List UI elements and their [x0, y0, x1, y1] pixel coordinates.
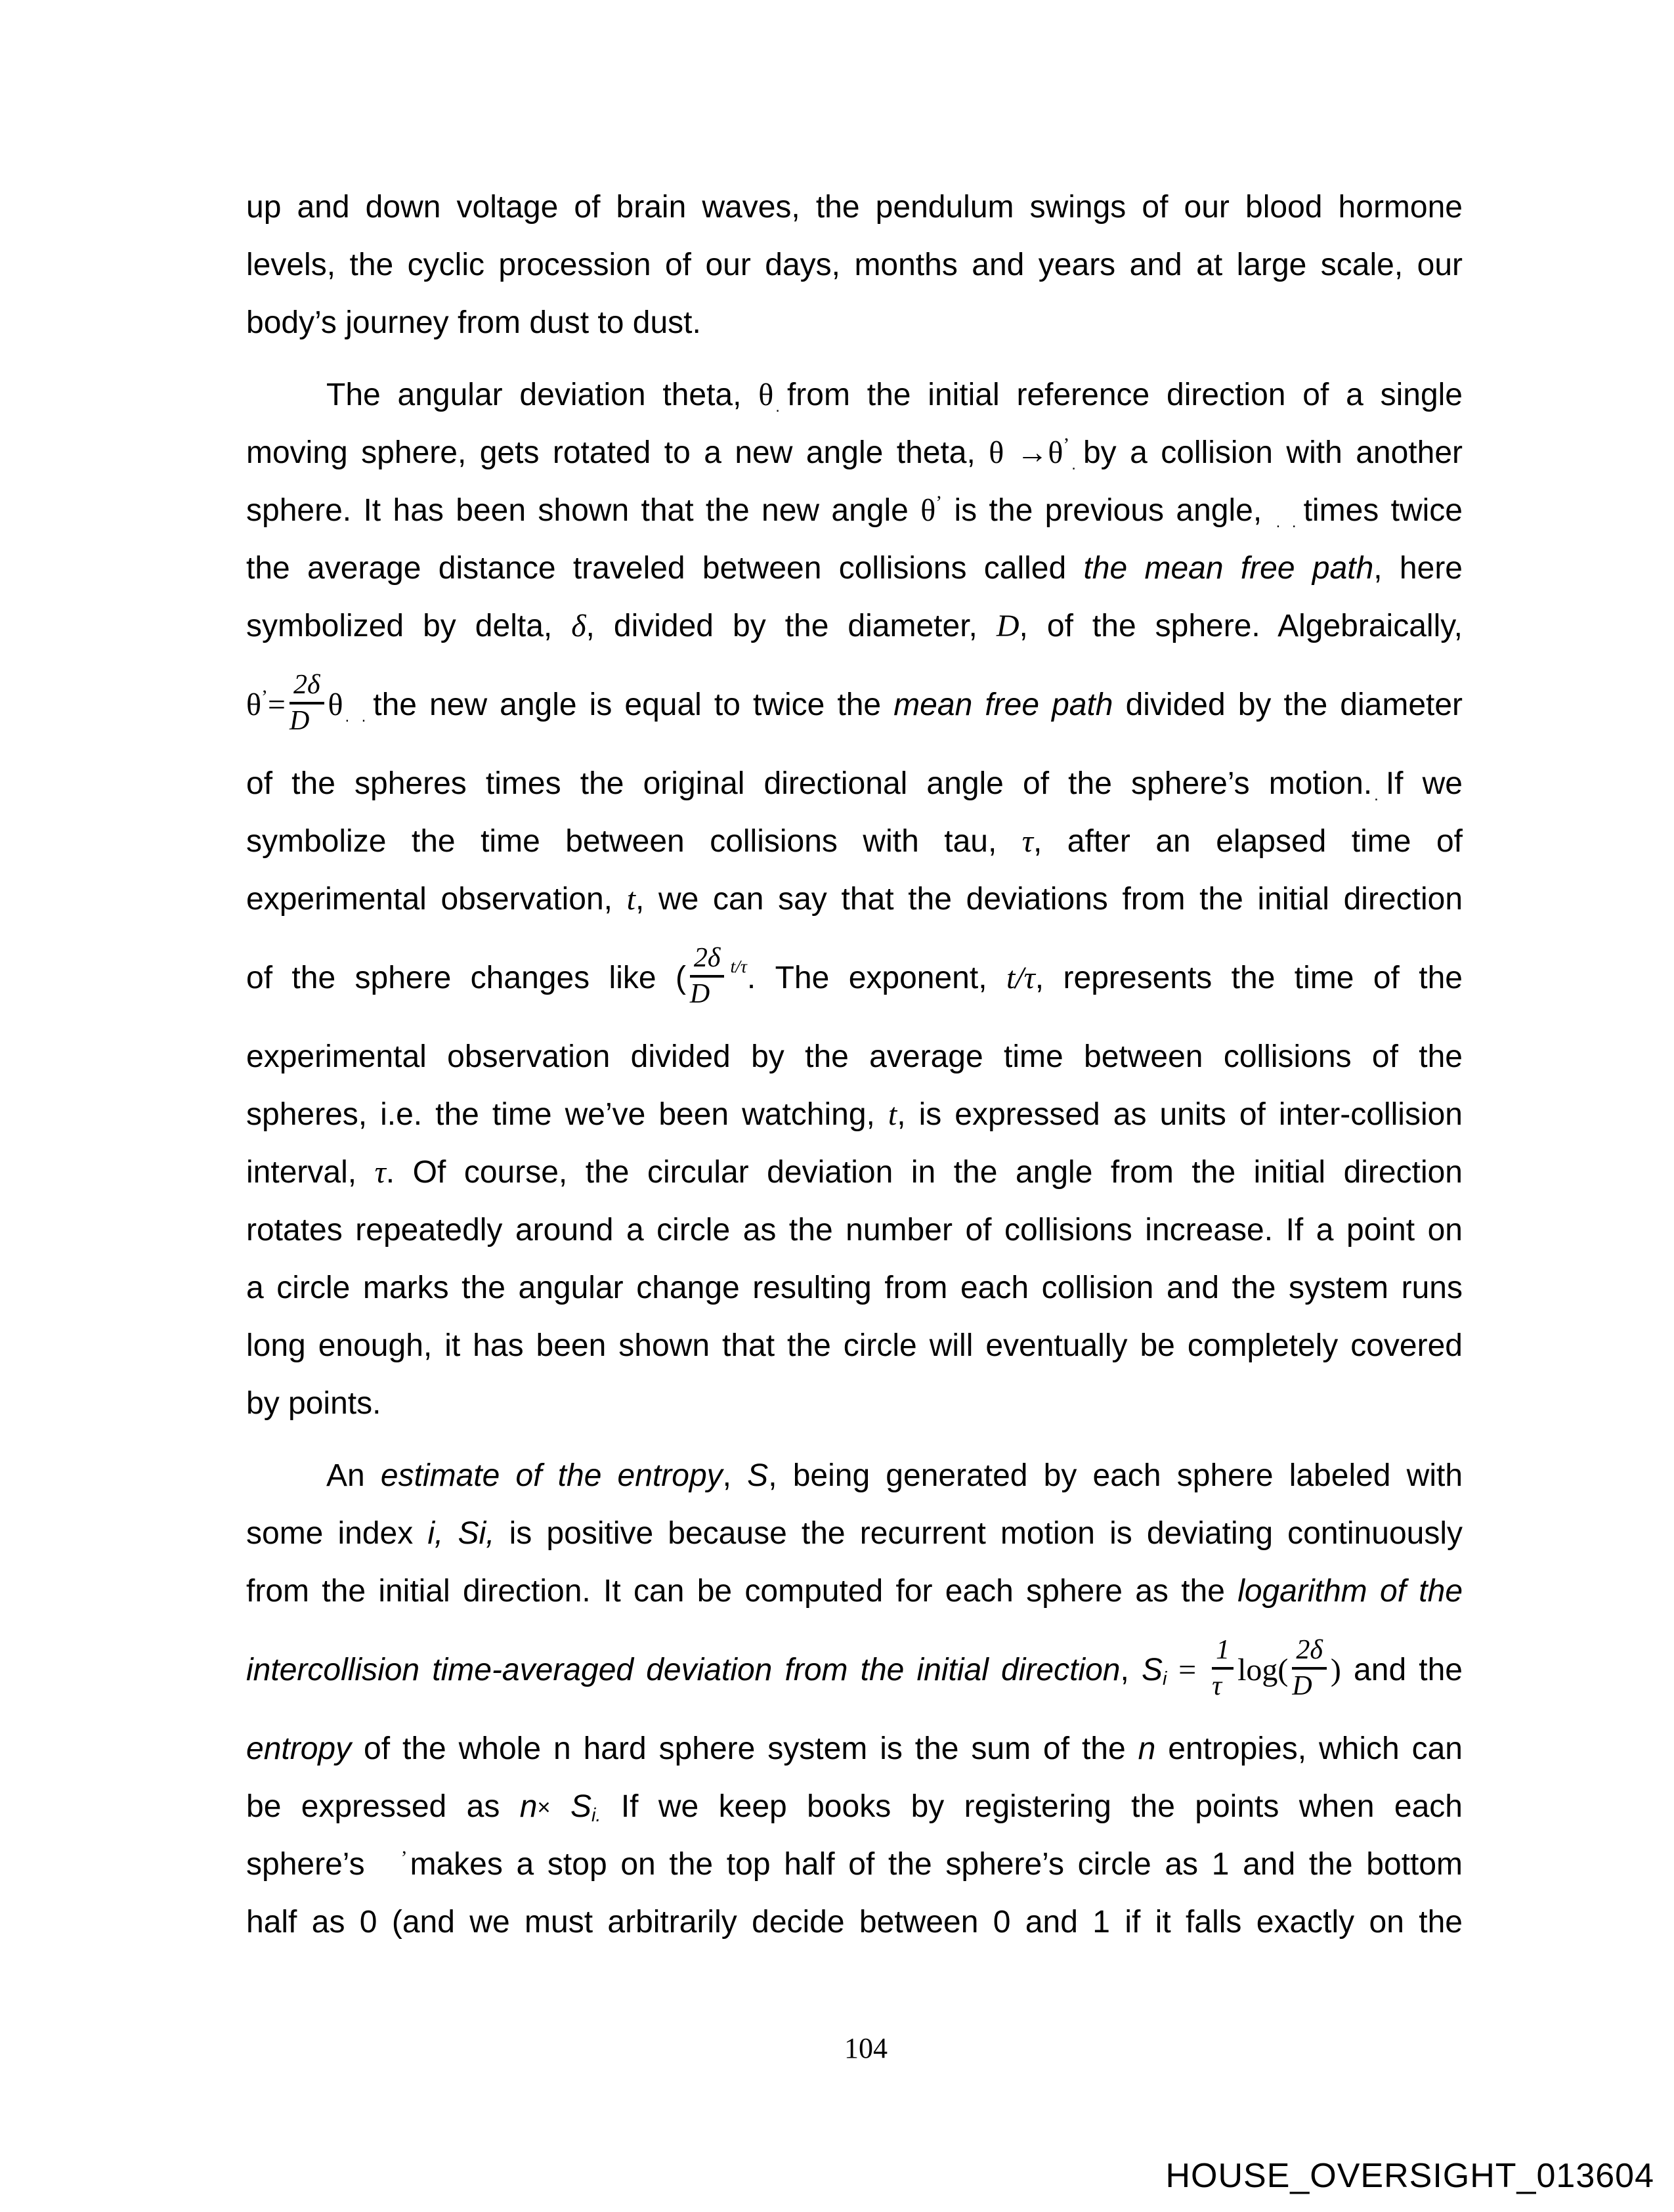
text-segment: from the initial direction. It can be computed for each sphere as the — [246, 1574, 1238, 1609]
text-segment: sphere. It has been shown that the new angle — [246, 493, 921, 528]
text-block — [246, 179, 1463, 1951]
text-segment: experimental observation divided by the average time between collisions of the — [246, 1039, 1463, 1074]
text-segment: symbolize the time between collisions with tau, — [246, 824, 1022, 859]
text-segment: divided by the diameter — [1113, 687, 1463, 722]
inline-fraction: $\frac{2\delta}{D}$ — [290, 670, 324, 737]
text-line — [246, 813, 1463, 871]
text-segment-symi: τ — [1021, 824, 1033, 859]
text-segment-sym: θ — [246, 687, 261, 722]
text-segment: spheres, i.e. the time we’ve been watching, — [246, 1097, 888, 1132]
text-line — [246, 294, 1463, 352]
paragraph — [246, 179, 1463, 352]
text-line — [246, 540, 1463, 597]
text-segment: half as 0 (and we must arbitrarily decide between 0 and 1 if it falls exactly on the — [246, 1905, 1463, 1940]
text-segment-it: estimate of the entropy — [380, 1458, 723, 1493]
text-segment-it: logarithm of the — [1237, 1574, 1463, 1609]
text-segment: the new angle is equal to twice the — [373, 687, 894, 722]
text-segment: , is expressed as units of inter-collision — [897, 1097, 1463, 1132]
text-segment-dots: . — [1071, 456, 1078, 474]
text-segment-it: mean free path — [893, 687, 1113, 722]
text-segment: is the previous angle, — [942, 493, 1274, 528]
text-segment-sym: = — [1167, 1653, 1209, 1687]
text-segment: body’s journey from dust to dust. — [246, 305, 701, 340]
text-line — [246, 236, 1463, 294]
text-segment: If we — [1385, 766, 1463, 801]
text-line — [246, 1259, 1463, 1317]
text-segment-dots: . — [775, 398, 782, 416]
text-segment: . The exponent, — [746, 961, 1006, 995]
text-line — [246, 366, 1463, 424]
text-segment: rotates repeatedly around a circle as the number of collisions increase. If a point on — [246, 1213, 1463, 1247]
text-segment: of the sphere changes like ( — [246, 961, 686, 995]
text-segment-sym: θ — [328, 687, 343, 722]
text-segment-it: n — [1138, 1731, 1156, 1766]
inline-fraction: $\frac{1}{\tau}$ — [1212, 1636, 1234, 1702]
text-segment-sup: ’ — [261, 686, 268, 708]
text-segment: from the initial reference direction of a single — [786, 378, 1463, 412]
text-segment-it: the mean free path — [1083, 551, 1374, 586]
text-segment: levels, the cyclic procession of our days, months and years and at large scale, our — [246, 248, 1463, 282]
text-line — [246, 1086, 1463, 1144]
text-segment: of the whole n hard sphere system is the sum of the — [351, 1731, 1138, 1766]
text-segment-sym: log( — [1237, 1653, 1289, 1687]
text-segment-it: n — [519, 1789, 538, 1824]
text-segment-symi: τ — [374, 1155, 386, 1190]
text-segment-dots: . — [1374, 787, 1381, 805]
text-segment: up and down voltage of brain waves, the pendulum swings of our blood hormone — [246, 190, 1463, 225]
text-segment: , — [1120, 1653, 1142, 1687]
text-segment: by points. — [246, 1386, 381, 1421]
text-segment: An — [326, 1458, 381, 1493]
text-segment: by a collision with another — [1083, 435, 1463, 470]
page-number: 104 — [844, 2032, 888, 2064]
text-segment-subi: i — [1162, 1668, 1167, 1690]
text-segment: , divided by the diameter, — [586, 609, 997, 643]
text-segment-it: entropy — [246, 1731, 352, 1766]
text-segment-dots: . . — [1276, 513, 1298, 532]
text-segment: and the — [1341, 1653, 1463, 1687]
text-line — [246, 1563, 1463, 1620]
text-line — [246, 482, 1463, 540]
paragraph — [246, 1447, 1463, 1951]
text-segment — [551, 1789, 570, 1824]
text-segment: , — [722, 1458, 748, 1493]
text-segment-sym: = — [267, 687, 286, 722]
text-segment-symi: D — [996, 609, 1019, 643]
text-segment: the average distance traveled between collisions called — [246, 551, 1084, 586]
text-segment-sym: θ — [758, 378, 774, 412]
text-line — [246, 755, 1463, 813]
text-segment: of the spheres times the original directional angle of the sphere’s motion. — [246, 766, 1373, 801]
text-segment: , here — [1373, 551, 1463, 586]
text-segment: experimental observation, — [246, 882, 627, 917]
text-line — [246, 1375, 1463, 1433]
text-segment: , of the sphere. Algebraically, — [1019, 609, 1463, 643]
text-segment-sup: ’ — [1063, 434, 1070, 456]
text-segment-it: S — [570, 1789, 592, 1824]
text-segment: be expressed as — [246, 1789, 520, 1824]
text-segment: interval, — [246, 1155, 375, 1190]
text-segment-symi: t — [626, 882, 635, 917]
text-segment: moving sphere, gets rotated to a new angle theta, — [246, 435, 989, 470]
text-segment-symi: t/τ — [1006, 961, 1035, 995]
text-segment: some index — [246, 1516, 428, 1551]
text-segment: times twice — [1303, 493, 1463, 528]
text-segment-symi: t — [888, 1097, 897, 1132]
text-segment-it: intercollision time-averaged deviation from the initial direction — [246, 1653, 1121, 1687]
text-segment: is positive because the recurrent motion is deviating continuously — [494, 1516, 1463, 1551]
inline-fraction: $\frac{2\delta}{D}$ — [690, 943, 725, 1010]
text-segment: . Of course, the circular deviation in the angle from the initial direction — [385, 1155, 1463, 1190]
text-segment-sym: θ — [920, 493, 936, 528]
text-line — [246, 928, 1463, 1028]
inline-fraction: $\frac{2\delta}{D}$ — [1292, 1636, 1327, 1702]
text-line — [246, 1202, 1463, 1259]
text-segment: a circle marks the angular change resulting from each collision and the system runs — [246, 1270, 1463, 1305]
text-segment-supgap: ’ — [400, 1846, 408, 1869]
text-segment-symi: δ — [571, 609, 586, 643]
text-segment-dots: . . — [345, 708, 368, 726]
text-line — [246, 424, 1463, 482]
text-segment-subi: i. — [591, 1805, 601, 1827]
text-line — [246, 1447, 1463, 1505]
text-line — [246, 1778, 1463, 1836]
text-segment: , represents the time of the — [1035, 961, 1463, 995]
text-segment: , we can say that the deviations from the initial direction — [635, 882, 1463, 917]
text-line — [246, 1144, 1463, 1202]
text-segment-fsup: t/τ — [730, 957, 747, 978]
text-line — [246, 1894, 1463, 1951]
text-segment: entropies, which can — [1155, 1731, 1463, 1766]
text-line — [246, 655, 1463, 755]
text-segment: If we keep books by registering the points when each — [601, 1789, 1463, 1824]
text-segment: symbolized by delta, — [246, 609, 572, 643]
paragraph — [246, 366, 1463, 1433]
text-segment: long enough, it has been shown that the circle will eventually be completely covered — [246, 1328, 1463, 1363]
text-line — [246, 1505, 1463, 1563]
text-segment-it: i, Si, — [427, 1516, 495, 1551]
text-segment-sup: ’ — [935, 492, 943, 514]
text-segment: The angular deviation theta, — [326, 378, 759, 412]
text-segment-it: S — [747, 1458, 769, 1493]
text-segment-times: × — [537, 1795, 551, 1821]
text-segment: sphere’s — [246, 1847, 365, 1882]
text-line — [246, 1317, 1463, 1375]
text-line — [246, 871, 1463, 928]
text-line — [246, 1720, 1463, 1778]
text-line — [246, 1028, 1463, 1086]
text-line — [246, 597, 1463, 655]
text-line — [246, 1620, 1463, 1720]
text-line — [246, 179, 1463, 236]
text-segment-sym: θ →θ — [989, 435, 1063, 470]
text-segment: , being generated by each sphere labeled with — [768, 1458, 1463, 1493]
text-segment-it: S — [1141, 1653, 1163, 1687]
text-segment: makes a stop on the top half of the sphere’s circle as 1 and the bottom — [410, 1847, 1463, 1882]
text-segment: , after an elapsed time of — [1033, 824, 1463, 859]
bates-stamp: HOUSE_OVERSIGHT_013604 — [1165, 2157, 1654, 2195]
text-line — [246, 1836, 1463, 1894]
text-segment-sym: ) — [1330, 1653, 1341, 1687]
